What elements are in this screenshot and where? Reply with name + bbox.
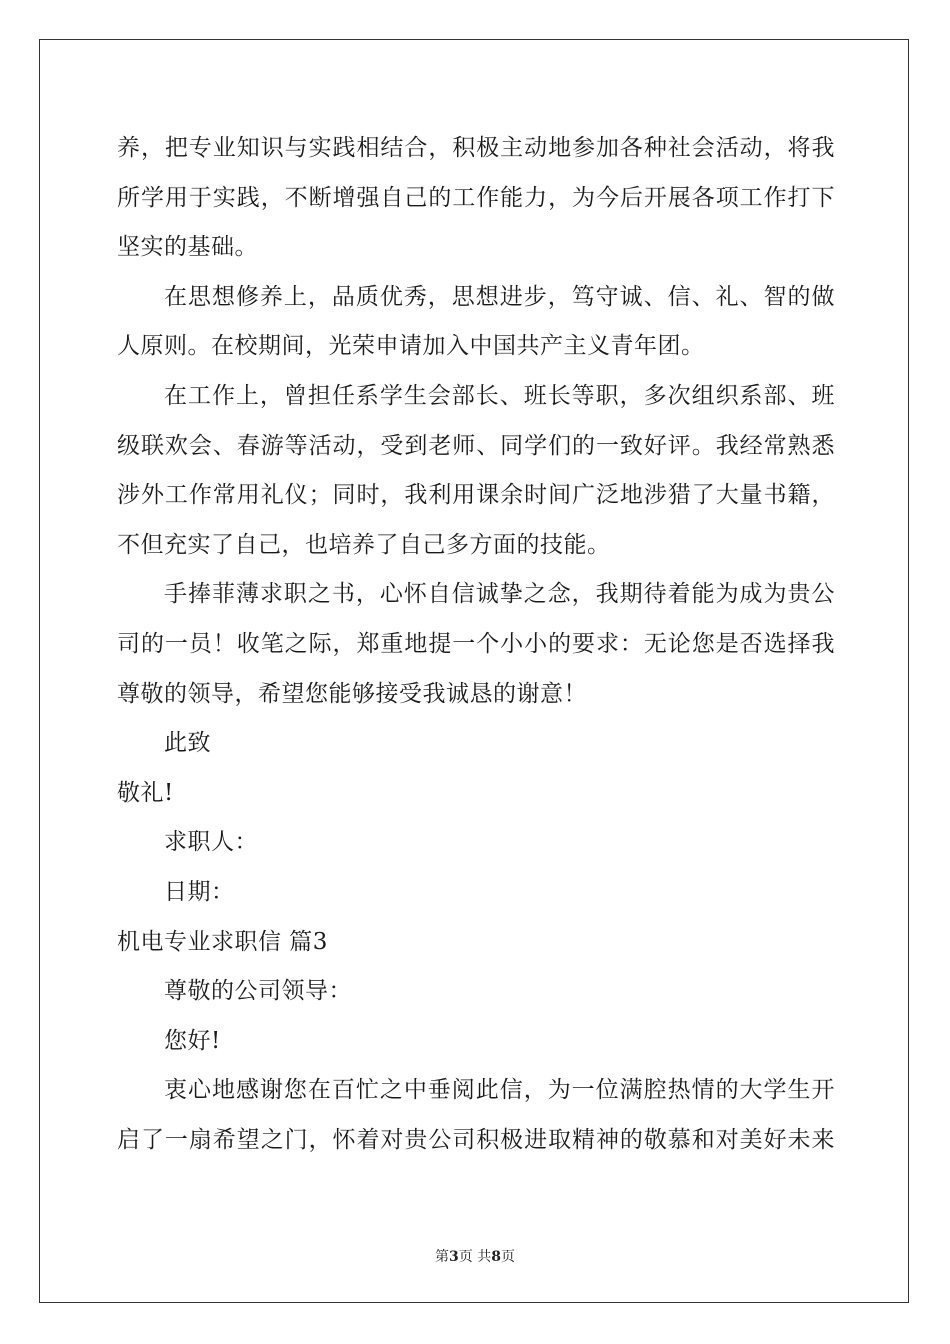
text-line: 敬礼! [117, 779, 174, 806]
text-line: 坚实的基础。 [117, 234, 258, 261]
text-line: 级联欢会、春游等活动，受到老师、同学们的一致好评。我经常熟悉 [117, 432, 835, 459]
text-line: 养，把专业知识与实践相结合，积极主动地参加各种社会活动，将我 [117, 135, 835, 161]
page-prefix: 第 [435, 1249, 450, 1265]
total-page-number: 8 [491, 1249, 501, 1265]
page-suffix: 页 [500, 1249, 515, 1265]
text-line: 在工作上，曾担任系学生会部长、班长等职，多次组织系部、班 [164, 382, 835, 409]
text-line: 不但充实了自己，也培养了自己多方面的技能。 [117, 531, 611, 558]
text-line: 求职人： [164, 829, 258, 856]
page-footer [0, 1246, 950, 1266]
text-line: 衷心地感谢您在百忙之中垂阅此信，为一位满腔热情的大学生开 [164, 1077, 835, 1104]
page-middle-text: 页 共 [458, 1249, 492, 1265]
text-line: 机电专业求职信 篇3 [117, 928, 328, 955]
text-line: 手捧菲薄求职之书，心怀自信诚挚之念，我期待着能为成为贵公 [164, 581, 835, 608]
text-line: 启了一扇希望之门，怀着对贵公司积极进取精神的敬慕和对美好未来 [117, 1126, 835, 1153]
text-line: 在思想修养上，品质优秀，思想进步，笃守诚、信、礼、智的做 [164, 283, 835, 310]
text-line: 人原则。在校期间，光荣申请加入中国共产主义青年团。 [117, 333, 705, 360]
text-line: 所学用于实践，不断增强自己的工作能力，为今后开展各项工作打下 [117, 184, 835, 211]
text-line: 日期： [164, 878, 235, 905]
text-line: 此致 [164, 730, 211, 757]
document-body [117, 124, 835, 1165]
current-page-number: 3 [449, 1249, 459, 1265]
text-line: 司的一员！收笔之际，郑重地提一个小小的要求：无论您是否选择我 [117, 630, 835, 657]
text-line: 尊敬的公司领导： [164, 978, 352, 1005]
text-line: 您好! [164, 1027, 221, 1054]
text-line: 尊敬的领导，希望您能够接受我诚恳的谢意！ [117, 680, 587, 707]
text-line: 涉外工作常用礼仪；同时，我利用课余时间广泛地涉猎了大量书籍， [117, 482, 835, 509]
